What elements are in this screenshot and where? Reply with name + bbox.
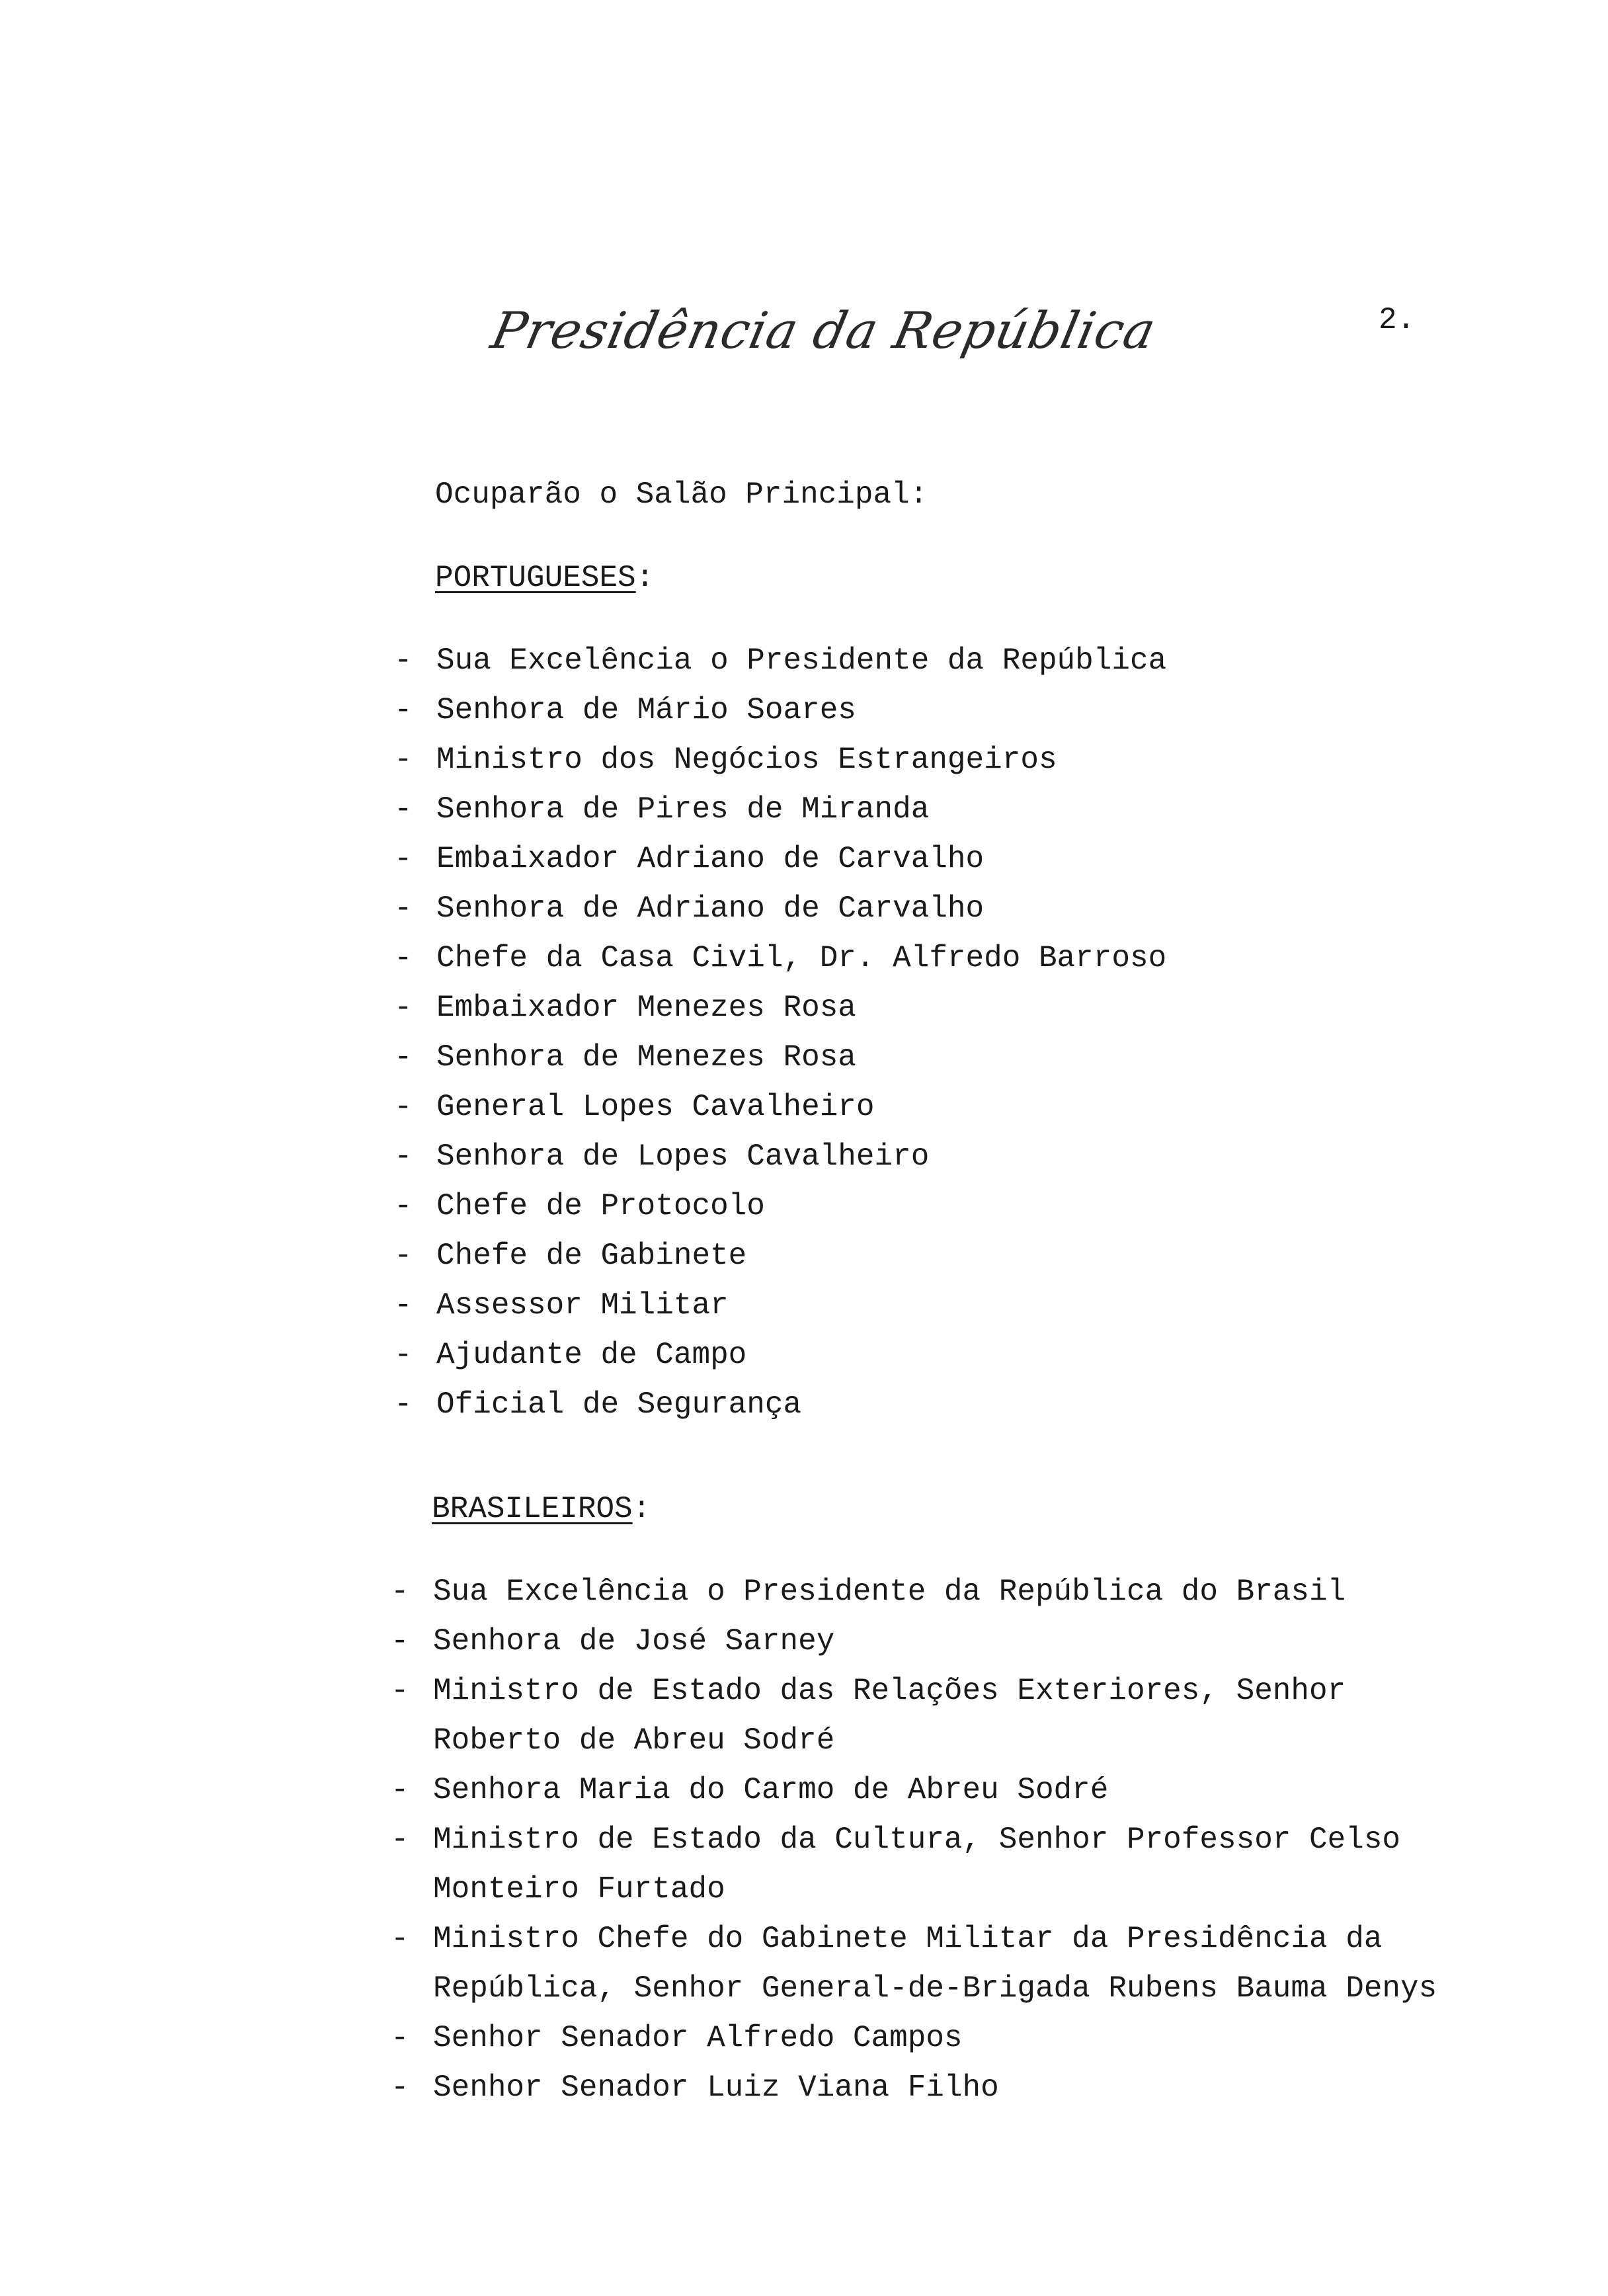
list-item xyxy=(394,934,1166,983)
list-dash: - xyxy=(394,643,413,678)
list-dash: - xyxy=(394,1338,413,1372)
list-item xyxy=(391,2014,1437,2063)
list-item xyxy=(394,1132,1166,1182)
list-item xyxy=(391,1617,1437,1666)
list-item xyxy=(394,636,1166,686)
list-item xyxy=(394,686,1166,735)
list-item xyxy=(394,983,1166,1033)
list-dash: - xyxy=(394,842,413,876)
list-dash: - xyxy=(394,1239,413,1273)
section-heading-label: BRASILEIROS xyxy=(432,1492,633,1526)
list-dash: - xyxy=(391,1823,409,1857)
list-item-text: República, Senhor General-de-Brigada Rubens Bauma Denys xyxy=(433,1971,1437,2006)
page-number: 2. xyxy=(1379,303,1416,337)
list-dash: - xyxy=(394,1040,413,1075)
list-item xyxy=(394,1083,1166,1132)
list-item xyxy=(394,1182,1166,1231)
list-dash: - xyxy=(394,1387,413,1422)
list-item-text: General Lopes Cavalheiro xyxy=(436,1090,875,1124)
list-dash: - xyxy=(391,1773,409,1807)
list-item-text: Roberto de Abreu Sodré xyxy=(433,1723,835,1758)
list-item-text: Oficial de Segurança xyxy=(436,1387,802,1422)
list-item xyxy=(394,1281,1166,1331)
list-dash: - xyxy=(394,1139,413,1174)
list-item xyxy=(391,1766,1437,1815)
list-item-text: Embaixador Menezes Rosa xyxy=(436,991,856,1025)
list-dash: - xyxy=(391,1922,409,1956)
list-item-text: Senhora de Pires de Miranda xyxy=(436,792,930,827)
list-item-text: Ministro de Estado da Cultura, Senhor Professor Celso xyxy=(433,1823,1401,1857)
list-item-text: Sua Excelência o Presidente da República do Brasil xyxy=(433,1575,1346,1609)
list-dash: - xyxy=(391,2021,409,2055)
list-item xyxy=(391,1914,1437,2014)
list-dash: - xyxy=(391,1575,409,1609)
list-item-text: Senhora Maria do Carmo de Abreu Sodré xyxy=(433,1773,1109,1807)
list-dash: - xyxy=(394,891,413,926)
list-item xyxy=(394,884,1166,934)
heading-colon: : xyxy=(632,1492,651,1526)
list-dash: - xyxy=(394,1288,413,1323)
list-item-text: Embaixador Adriano de Carvalho xyxy=(436,842,985,876)
heading-colon: : xyxy=(635,561,655,595)
list-item-text: Senhor Senador Luiz Viana Filho xyxy=(433,2070,999,2105)
list-item-text: Ajudante de Campo xyxy=(436,1338,747,1372)
list-dash: - xyxy=(394,991,413,1025)
list-item-text: Chefe de Gabinete xyxy=(436,1239,747,1273)
list-dash: - xyxy=(394,1189,413,1223)
list-item-text: Chefe de Protocolo xyxy=(436,1189,765,1223)
letterhead: Presidência da República xyxy=(486,301,1162,360)
list-dash: - xyxy=(394,743,413,777)
guest-list-brasileiros xyxy=(391,1567,1437,2113)
list-dash: - xyxy=(391,1674,409,1708)
list-item xyxy=(394,735,1166,785)
list-dash: - xyxy=(391,2070,409,2105)
list-item-text: Assessor Militar xyxy=(436,1288,729,1323)
list-item xyxy=(391,1815,1437,1914)
list-item-text: Senhora de Mário Soares xyxy=(436,693,856,727)
list-item xyxy=(391,1666,1437,1766)
list-item-text: Chefe da Casa Civil, Dr. Alfredo Barroso xyxy=(436,941,1167,975)
section-heading-portugueses xyxy=(435,561,654,595)
list-item xyxy=(394,1231,1166,1281)
list-item xyxy=(394,1033,1166,1083)
list-dash: - xyxy=(394,792,413,827)
list-item-text: Ministro de Estado das Relações Exteriores, Senhor xyxy=(433,1674,1346,1708)
list-item-text: Senhora de Adriano de Carvalho xyxy=(436,891,985,926)
list-item xyxy=(394,1331,1166,1380)
intro-text: Ocuparão o Salão Principal: xyxy=(435,477,928,512)
section-heading-label: PORTUGUESES xyxy=(435,561,636,595)
list-item-text: Senhora de Lopes Cavalheiro xyxy=(436,1139,930,1174)
list-item-text: Senhora de José Sarney xyxy=(433,1624,835,1659)
list-item-text: Ministro dos Negócios Estrangeiros xyxy=(436,743,1057,777)
list-item xyxy=(394,785,1166,835)
list-item-text: Senhor Senador Alfredo Campos xyxy=(433,2021,963,2055)
list-item xyxy=(391,1567,1437,1617)
guest-list-portugueses xyxy=(394,636,1166,1430)
list-dash: - xyxy=(391,1624,409,1659)
list-item xyxy=(394,1380,1166,1430)
list-item-text: Monteiro Furtado xyxy=(433,1872,725,1906)
list-item-text: Senhora de Menezes Rosa xyxy=(436,1040,856,1075)
list-item-text: Sua Excelência o Presidente da República xyxy=(436,643,1167,678)
list-item-text: Ministro Chefe do Gabinete Militar da Presidência da xyxy=(433,1922,1383,1956)
section-heading-brasileiros xyxy=(432,1492,651,1526)
list-item xyxy=(394,835,1166,884)
list-dash: - xyxy=(394,941,413,975)
list-dash: - xyxy=(394,1090,413,1124)
list-item xyxy=(391,2063,1437,2113)
list-dash: - xyxy=(394,693,413,727)
